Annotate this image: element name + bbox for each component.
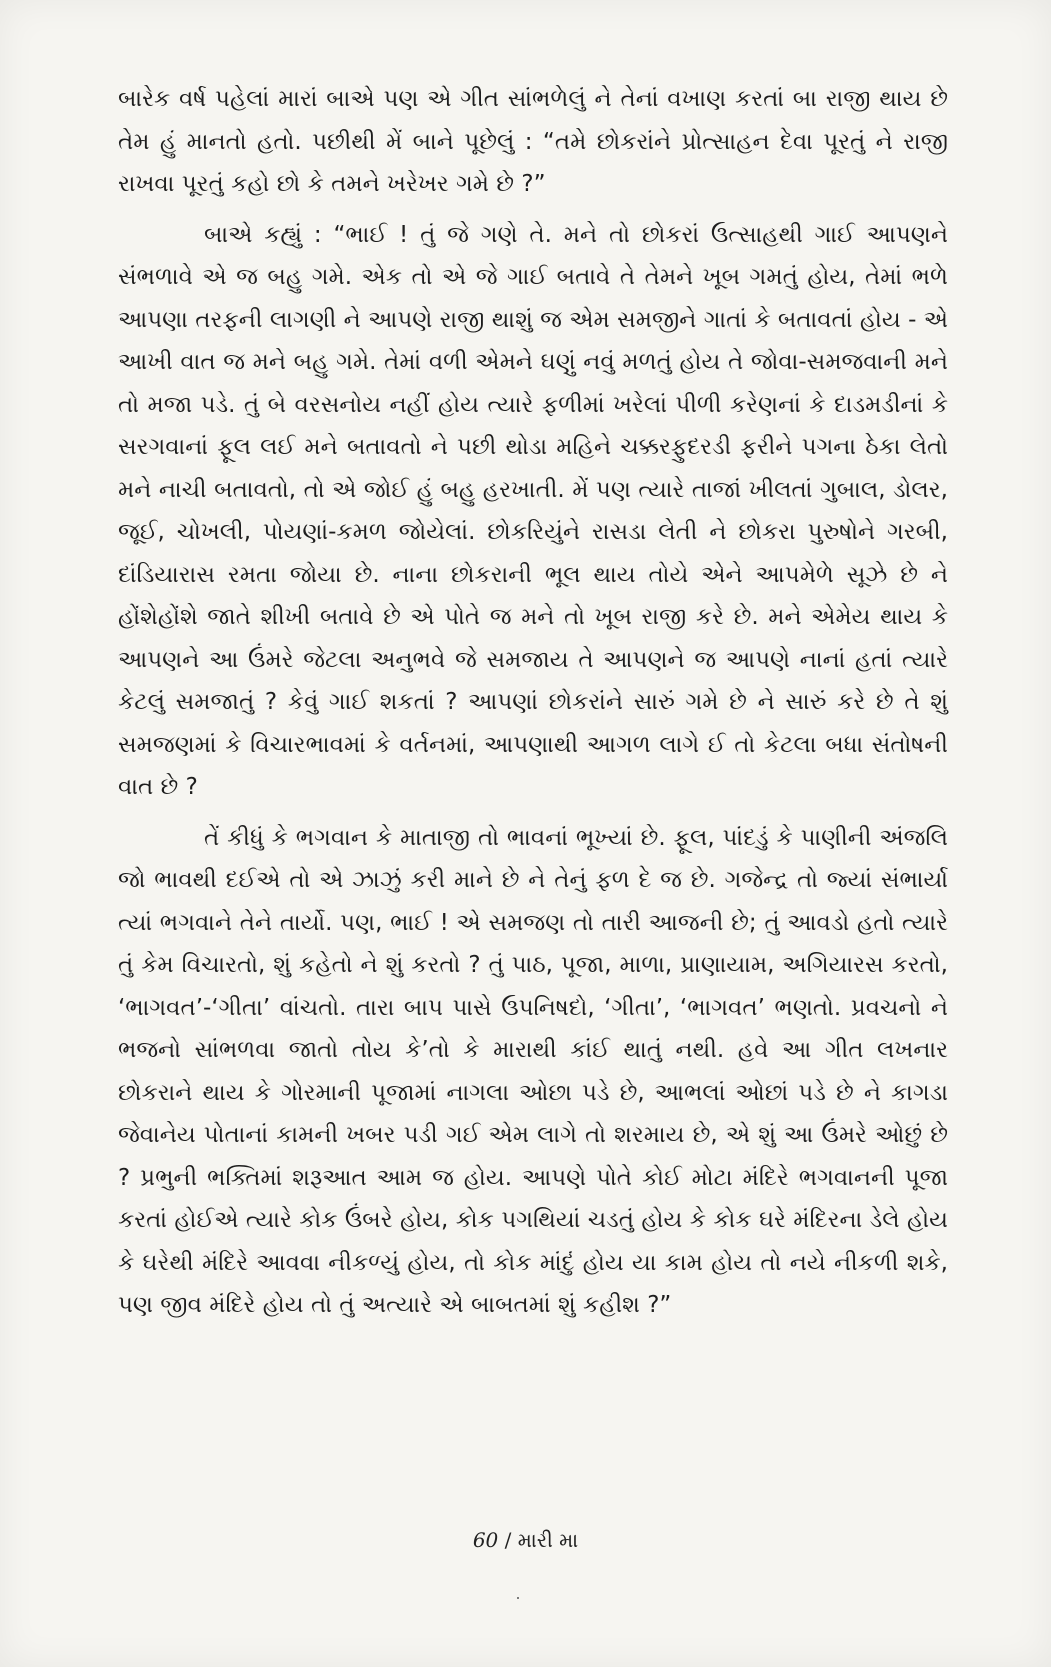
paper-speck [517,1597,519,1599]
paragraph-2: બાએ કહ્યું : “ભાઈ ! તું જે ગણે તે. મને તો છોકરાં ઉત્સાહથી ગાઈ આપણને સંભળાવે એ જ બહુ ગમે. એક તો એ જે ગાઈ બતાવે તે તેમને ખૂબ ગમતું હોય, તેમાં ભળે આપણા તરફની લાગણી ને આપણે રાજી થાશું જ એમ સમજીને ગાતાં કે બતાવતાં હોય - એ આખી વાત જ મને બહુ ગમે. તેમાં વળી એમને ઘણું નવું મળતું હોય તે જોવા-સમજવાની મને તો મજા પડે. તું બે વરસનોય નહીં હોય ત્યારે ફળીમાં ખરેલાં પીળી કરેણનાં કે દાડમડીનાં કે સરગવાનાં ફૂલ લઈ મને બતાવતો ને પછી થોડા મહિને ચક્કરફુદરડી ફરીને પગના ઠેકા લેતો મને નાચી બતાવતો, તો એ જોઈ હું બહુ હરખાતી. મેં પણ ત્યારે તાજાં ખીલતાં ગુબાલ, ડોલર, જૂઈ, ચોખલી, પોયણાં-કમળ જોયેલાં. છોકરિયુંને રાસડા લેતી ને છોકરા પુરુષોને ગરબી, દાંડિયારાસ રમતા જોયા છે. નાના છોકરાની ભૂલ થાય તોયે એને આપમેળે સૂઝે છે ને હોંશેહોંશે જાતે શીખી બતાવે છે એ પોતે જ મને તો ખૂબ રાજી કરે છે. મને એમેય થાય કે આપણને આ ઉંમરે જેટલા અનુભવે જે સમજાય તે આપણને જ આપણે નાનાં હતાં ત્યારે કેટલું સમજાતું ? કેવું ગાઈ શકતાં ? આપણાં છોકરાંને સારું ગમે છે ને સારું કરે છે તે શું સમજણમાં કે વિચારભાવમાં કે વર્તનમાં, આપણાથી આગળ લાગે ઈ તો કેટલા બધા સંતોષની વાત છે ? [118,221,948,800]
book-title: મારી મા [517,1528,579,1552]
page-footer [0,1528,1051,1552]
body-text [118,78,948,1335]
paragraph-1: બારેક વર્ષ પહેલાં મારાં બાએ પણ એ ગીત સાંભળેલું ને તેનાં વખાણ કરતાં બા રાજી થાય છે તેમ હું માનતો હતો. પછીથી મેં બાને પૂછેલું : “તમે છોકરાંને પ્રોત્સાહન દેવા પૂરતું ને રાજી રાખવા પૂરતું કહો છો કે તમને ખરેખર ગમે છે ?” [118,86,948,197]
footer-separator: / [498,1528,518,1552]
paragraph-3: તેં કીધું કે ભગવાન કે માતાજી તો ભાવનાં ભૂખ્યાં છે. ફૂલ, પાંદડું કે પાણીની અંજલિ જો ભાવથી દઈએ તો એ ઝાઝું કરી માને છે ને તેનું ફળ દે જ છે. ગજેન્દ્ર તો જ્યાં સંભાર્યા ત્યાં ભગવાને તેને તાર્યો. પણ, ભાઈ ! એ સમજણ તો તારી આજની છે; તું આવડો હતો ત્યારે તું કેમ વિચારતો, શું કહેતો ને શું કરતો ? તું પાઠ, પૂજા, માળા, પ્રાણાયામ, અગિયારસ કરતો, ‘ભાગવત’-‘ગીતા’ વાંચતો. તારા બાપ પાસે ઉપનિષદો, ‘ગીતા’, ‘ભાગવત’ ભણતો. પ્રવચનો ને ભજનો સાંભળવા જાતો તોય કે’તો કે મારાથી કાંઈ થાતું નથી. હવે આ ગીત લખનાર છોકરાને થાય કે ગોરમાની પૂજામાં નાગલા ઓછા પડે છે, આભલાં ઓછાં પડે છે ને કાગડા જેવાનેય પોતાનાં કામની ખબર પડી ગઈ એમ લાગે તો શરમાય છે, એ શું આ ઉંમરે ઓછું છે ? પ્રભુની ભક્તિમાં શરૂઆત આમ જ હોય. આપણે પોતે કોઈ મોટા મંદિરે ભગવાનની પૂજા કરતાં હોઈએ ત્યારે કોક ઉંબરે હોય, કોક પગથિયાં ચડતું હોય કે કોક ઘરે મંદિરના ડેલે હોય કે ઘરેથી મંદિરે આવવા નીકળ્યું હોય, તો કોક માંદું હોય યા કામ હોય તો નયે નીકળી શકે, પણ જીવ મંદિરે હોય તો તું અત્યારે એ બાબતમાં શું કહીશ ?” [118,824,948,1318]
page-number: 60 [472,1528,499,1552]
